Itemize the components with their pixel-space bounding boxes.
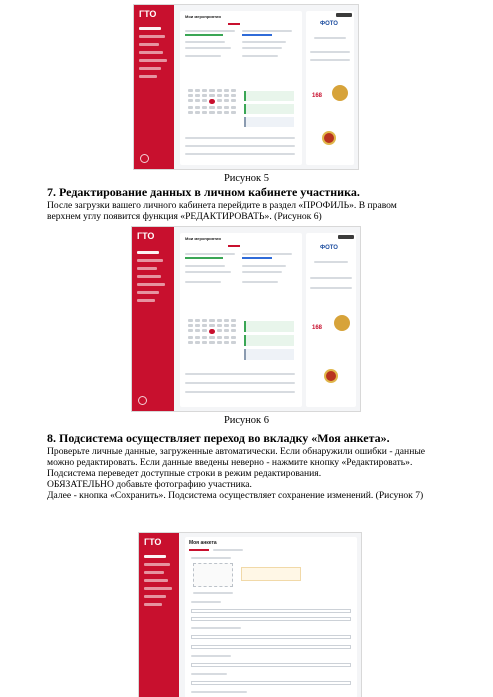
sidebar-item[interactable] bbox=[144, 571, 164, 574]
achievement-icon bbox=[322, 131, 336, 145]
form-field[interactable] bbox=[191, 617, 351, 621]
figure-7-screenshot bbox=[138, 532, 362, 697]
section-8-line: Далее - кнопка «Сохранить». Подсистема осуществляет сохранение изменений. (Рисунок 7) bbox=[47, 490, 424, 501]
sidebar-item[interactable] bbox=[139, 51, 163, 54]
calendar[interactable] bbox=[188, 319, 236, 344]
photo-upload[interactable] bbox=[193, 563, 233, 587]
section-7-line: верхнем углу появится функция «РЕДАКТИРОВАТЬ». (Рисунок 6) bbox=[47, 211, 322, 222]
sidebar bbox=[132, 227, 174, 411]
active-tab[interactable] bbox=[228, 245, 240, 247]
sidebar-item[interactable] bbox=[144, 587, 172, 590]
screen-title: Мои мероприятия bbox=[185, 14, 221, 19]
gto-logo: ГТО bbox=[144, 537, 162, 547]
calendar[interactable] bbox=[188, 89, 236, 114]
photo-notice bbox=[241, 567, 301, 581]
section-8-line: Проверьте личные данные, загруженные автоматически. Если обнаружили ошибки - данные bbox=[47, 446, 426, 457]
sidebar-item[interactable] bbox=[144, 555, 166, 558]
sidebar-item[interactable] bbox=[137, 275, 161, 278]
section-8-line: Подсистема переведет доступные строки в режим редактирования. bbox=[47, 468, 322, 479]
sidebar-item[interactable] bbox=[137, 259, 163, 262]
event-card[interactable] bbox=[244, 104, 294, 114]
section-8-line: можно редактировать. Если данные введены неверно - нажмите кнопку «Редактировать». bbox=[47, 457, 413, 468]
emblem-icon bbox=[140, 154, 149, 163]
section-7-line: После загрузки вашего личного кабинета перейдите в раздел «ПРОФИЛЬ». В правом bbox=[47, 200, 397, 211]
points-value: 168 bbox=[312, 325, 323, 331]
screen-title: Мои мероприятия bbox=[185, 236, 221, 241]
figure-5-screenshot bbox=[133, 4, 359, 170]
sidebar-item[interactable] bbox=[137, 267, 157, 270]
edit-badge[interactable] bbox=[338, 235, 354, 239]
screen-title: Моя анкета bbox=[189, 540, 217, 546]
profile-panel bbox=[306, 11, 354, 165]
sidebar-item[interactable] bbox=[139, 35, 165, 38]
section-8-line: ОБЯЗАТЕЛЬНО добавьте фотографию участника. bbox=[47, 479, 252, 490]
section-7-heading: 7. Редактирование данных в личном кабинете участника. bbox=[47, 185, 360, 199]
questionnaire-panel bbox=[185, 537, 357, 697]
form-field[interactable] bbox=[191, 635, 351, 639]
form-field[interactable] bbox=[191, 609, 351, 613]
sidebar bbox=[139, 533, 179, 697]
profile-panel bbox=[306, 233, 356, 407]
event-card[interactable] bbox=[244, 349, 294, 360]
sidebar-item[interactable] bbox=[137, 299, 155, 302]
sidebar-item[interactable] bbox=[137, 251, 159, 254]
active-tab[interactable] bbox=[228, 23, 240, 25]
event-card[interactable] bbox=[244, 91, 294, 101]
section-8-heading: 8. Подсистема осуществляет переход во вкладку «Моя анкета». bbox=[47, 431, 390, 445]
form-field[interactable] bbox=[191, 663, 351, 667]
emblem-icon bbox=[138, 396, 147, 405]
sidebar-item[interactable] bbox=[139, 67, 161, 70]
sidebar-item[interactable] bbox=[139, 75, 157, 78]
photo-label: ФОТО bbox=[320, 245, 338, 251]
sidebar-item[interactable] bbox=[144, 563, 170, 566]
figure-5-caption: Рисунок 5 bbox=[223, 173, 270, 184]
figure-6-screenshot bbox=[131, 226, 361, 412]
figure-6-caption: Рисунок 6 bbox=[223, 415, 270, 426]
sidebar-item[interactable] bbox=[137, 283, 165, 286]
sidebar-item[interactable] bbox=[139, 27, 161, 30]
gto-logo: ГТО bbox=[139, 9, 157, 19]
sidebar-item[interactable] bbox=[137, 291, 159, 294]
gto-logo: ГТО bbox=[137, 231, 155, 241]
main-panel bbox=[180, 11, 302, 165]
event-card[interactable] bbox=[244, 321, 294, 332]
form-field[interactable] bbox=[191, 645, 351, 649]
medal-icon bbox=[332, 85, 348, 101]
event-card[interactable] bbox=[244, 335, 294, 346]
achievement-icon bbox=[324, 369, 338, 383]
sidebar-item[interactable] bbox=[144, 603, 162, 606]
medal-icon bbox=[334, 315, 350, 331]
points-value: 168 bbox=[312, 93, 323, 99]
main-panel bbox=[180, 233, 302, 407]
form-field[interactable] bbox=[191, 681, 351, 685]
event-card[interactable] bbox=[244, 117, 294, 127]
sidebar bbox=[134, 5, 174, 169]
active-tab[interactable] bbox=[189, 549, 209, 551]
sidebar-item[interactable] bbox=[139, 43, 159, 46]
sidebar-item[interactable] bbox=[139, 59, 167, 62]
sidebar-item[interactable] bbox=[144, 579, 168, 582]
sidebar-item[interactable] bbox=[144, 595, 166, 598]
photo-label: ФОТО bbox=[320, 21, 338, 27]
edit-badge[interactable] bbox=[336, 13, 352, 17]
